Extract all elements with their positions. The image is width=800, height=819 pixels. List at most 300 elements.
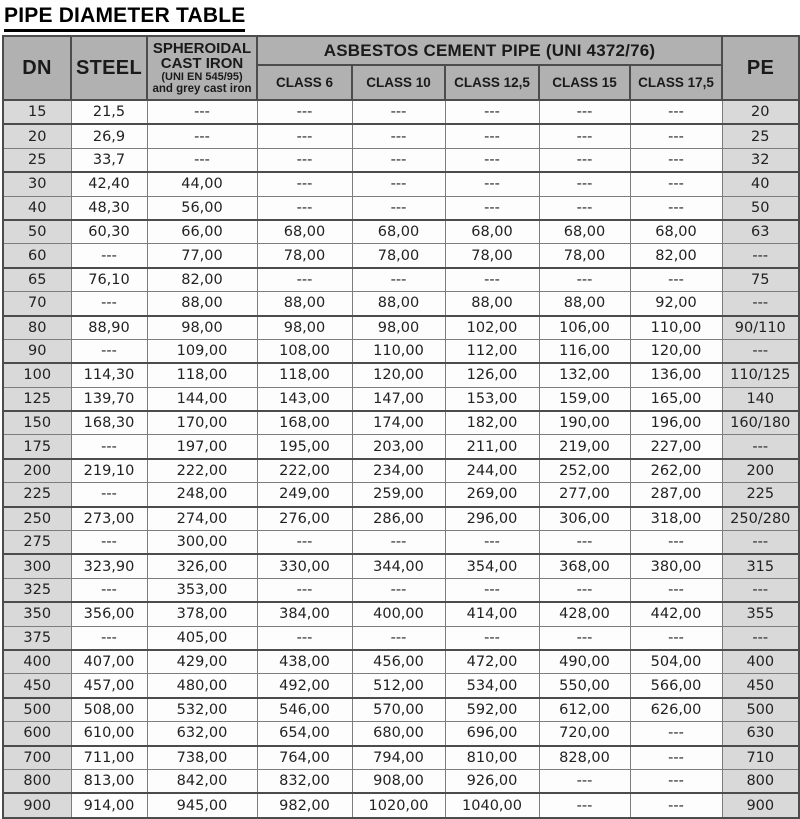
- cast-iron-note: and grey cast iron: [152, 82, 252, 95]
- value-cell: 378,00: [147, 602, 257, 626]
- value-cell: ---: [630, 722, 722, 746]
- pe-cell: 32: [722, 148, 799, 172]
- value-cell: 296,00: [445, 507, 539, 531]
- pe-cell: 225: [722, 483, 799, 507]
- value-cell: ---: [539, 793, 630, 817]
- table-row: [3, 196, 799, 220]
- table-body: [3, 100, 799, 818]
- column-header-class: CLASS 10: [352, 65, 445, 100]
- value-cell: 174,00: [352, 411, 445, 435]
- value-cell: 211,00: [445, 435, 539, 459]
- value-cell: ---: [445, 626, 539, 650]
- dn-cell: 400: [3, 650, 71, 674]
- dn-cell: 250: [3, 507, 71, 531]
- value-cell: 354,00: [445, 554, 539, 578]
- value-cell: 534,00: [445, 674, 539, 698]
- value-cell: 764,00: [257, 746, 352, 770]
- table-row: [3, 268, 799, 292]
- table-row: [3, 148, 799, 172]
- dn-cell: 40: [3, 196, 71, 220]
- column-group-asbestos-cement-pipe: ASBESTOS CEMENT PIPE (UNI 4372/76): [257, 36, 722, 65]
- value-cell: ---: [539, 172, 630, 196]
- value-cell: 78,00: [352, 244, 445, 268]
- value-cell: ---: [630, 746, 722, 770]
- value-cell: ---: [630, 124, 722, 148]
- value-cell: ---: [445, 124, 539, 148]
- value-cell: 44,00: [147, 172, 257, 196]
- value-cell: 330,00: [257, 554, 352, 578]
- value-cell: 88,00: [352, 292, 445, 316]
- value-cell: 112,00: [445, 339, 539, 363]
- dn-cell: 900: [3, 793, 71, 817]
- value-cell: 56,00: [147, 196, 257, 220]
- table-row: [3, 220, 799, 244]
- value-cell: ---: [539, 769, 630, 793]
- value-cell: 98,00: [147, 316, 257, 340]
- value-cell: 165,00: [630, 387, 722, 411]
- table-row: [3, 507, 799, 531]
- column-header-class: CLASS 15: [539, 65, 630, 100]
- table-row: [3, 387, 799, 411]
- pe-cell: 75: [722, 268, 799, 292]
- value-cell: 88,00: [257, 292, 352, 316]
- pe-cell: 250/280: [722, 507, 799, 531]
- value-cell: ---: [539, 148, 630, 172]
- value-cell: 60,30: [71, 220, 147, 244]
- value-cell: ---: [630, 769, 722, 793]
- column-header-steel: STEEL: [71, 36, 147, 100]
- value-cell: 219,00: [539, 435, 630, 459]
- value-cell: 654,00: [257, 722, 352, 746]
- pe-cell: 25: [722, 124, 799, 148]
- value-cell: 98,00: [257, 316, 352, 340]
- value-cell: 82,00: [147, 268, 257, 292]
- value-cell: 132,00: [539, 363, 630, 387]
- value-cell: 380,00: [630, 554, 722, 578]
- table-row: [3, 650, 799, 674]
- dn-cell: 30: [3, 172, 71, 196]
- value-cell: 248,00: [147, 483, 257, 507]
- value-cell: 78,00: [445, 244, 539, 268]
- cast-iron-standard: (UNI EN 545/95): [161, 71, 243, 84]
- column-header-class: CLASS 17,5: [630, 65, 722, 100]
- value-cell: ---: [539, 626, 630, 650]
- value-cell: ---: [71, 483, 147, 507]
- value-cell: 438,00: [257, 650, 352, 674]
- cast-iron-title: SPHEROIDAL CAST IRON: [152, 39, 252, 73]
- value-cell: 48,30: [71, 196, 147, 220]
- value-cell: ---: [257, 268, 352, 292]
- value-cell: 234,00: [352, 459, 445, 483]
- value-cell: 88,00: [539, 292, 630, 316]
- value-cell: 262,00: [630, 459, 722, 483]
- value-cell: 926,00: [445, 769, 539, 793]
- value-cell: 219,10: [71, 459, 147, 483]
- table-header: [3, 36, 799, 100]
- value-cell: ---: [539, 100, 630, 124]
- pe-cell: 140: [722, 387, 799, 411]
- table-row: [3, 698, 799, 722]
- dn-cell: 20: [3, 124, 71, 148]
- pe-cell: ---: [722, 578, 799, 602]
- value-cell: 490,00: [539, 650, 630, 674]
- value-cell: 114,30: [71, 363, 147, 387]
- value-cell: 982,00: [257, 793, 352, 817]
- value-cell: 68,00: [257, 220, 352, 244]
- value-cell: ---: [71, 339, 147, 363]
- pe-cell: 710: [722, 746, 799, 770]
- dn-cell: 175: [3, 435, 71, 459]
- pe-cell: 900: [722, 793, 799, 817]
- table-row: [3, 435, 799, 459]
- value-cell: 287,00: [630, 483, 722, 507]
- pe-cell: ---: [722, 292, 799, 316]
- pe-cell: 800: [722, 769, 799, 793]
- value-cell: ---: [147, 100, 257, 124]
- value-cell: 277,00: [539, 483, 630, 507]
- pe-cell: ---: [722, 244, 799, 268]
- value-cell: 794,00: [352, 746, 445, 770]
- value-cell: 480,00: [147, 674, 257, 698]
- pe-cell: 63: [722, 220, 799, 244]
- value-cell: 400,00: [352, 602, 445, 626]
- value-cell: 842,00: [147, 769, 257, 793]
- column-header-pe: PE: [722, 36, 799, 100]
- value-cell: 196,00: [630, 411, 722, 435]
- pe-cell: 450: [722, 674, 799, 698]
- dn-cell: 275: [3, 531, 71, 555]
- value-cell: 504,00: [630, 650, 722, 674]
- value-cell: 110,00: [352, 339, 445, 363]
- dn-cell: 225: [3, 483, 71, 507]
- value-cell: ---: [445, 196, 539, 220]
- pipe-diameter-table: [2, 35, 800, 819]
- pe-cell: ---: [722, 339, 799, 363]
- value-cell: 168,30: [71, 411, 147, 435]
- value-cell: ---: [630, 172, 722, 196]
- value-cell: 1040,00: [445, 793, 539, 817]
- value-cell: ---: [257, 124, 352, 148]
- value-cell: 592,00: [445, 698, 539, 722]
- table-row: [3, 316, 799, 340]
- value-cell: 110,00: [630, 316, 722, 340]
- value-cell: 195,00: [257, 435, 352, 459]
- value-cell: 259,00: [352, 483, 445, 507]
- table-row: [3, 793, 799, 817]
- value-cell: 550,00: [539, 674, 630, 698]
- value-cell: ---: [257, 531, 352, 555]
- value-cell: 159,00: [539, 387, 630, 411]
- value-cell: 222,00: [147, 459, 257, 483]
- column-header-class: CLASS 6: [257, 65, 352, 100]
- value-cell: ---: [257, 148, 352, 172]
- pe-cell: 630: [722, 722, 799, 746]
- value-cell: 249,00: [257, 483, 352, 507]
- value-cell: 153,00: [445, 387, 539, 411]
- value-cell: 492,00: [257, 674, 352, 698]
- value-cell: 353,00: [147, 578, 257, 602]
- value-cell: ---: [352, 626, 445, 650]
- table-row: [3, 769, 799, 793]
- value-cell: ---: [445, 148, 539, 172]
- value-cell: 472,00: [445, 650, 539, 674]
- value-cell: ---: [71, 292, 147, 316]
- value-cell: 88,00: [147, 292, 257, 316]
- dn-cell: 800: [3, 769, 71, 793]
- value-cell: 1020,00: [352, 793, 445, 817]
- value-cell: 197,00: [147, 435, 257, 459]
- dn-cell: 375: [3, 626, 71, 650]
- value-cell: 222,00: [257, 459, 352, 483]
- value-cell: ---: [630, 148, 722, 172]
- table-row: [3, 244, 799, 268]
- value-cell: ---: [257, 196, 352, 220]
- value-cell: 136,00: [630, 363, 722, 387]
- value-cell: ---: [445, 531, 539, 555]
- value-cell: 190,00: [539, 411, 630, 435]
- value-cell: ---: [352, 531, 445, 555]
- value-cell: 88,00: [445, 292, 539, 316]
- value-cell: 457,00: [71, 674, 147, 698]
- table-row: [3, 172, 799, 196]
- pe-cell: 160/180: [722, 411, 799, 435]
- value-cell: 143,00: [257, 387, 352, 411]
- value-cell: 306,00: [539, 507, 630, 531]
- value-cell: 170,00: [147, 411, 257, 435]
- value-cell: ---: [257, 626, 352, 650]
- dn-cell: 60: [3, 244, 71, 268]
- table-row: [3, 483, 799, 507]
- value-cell: ---: [539, 124, 630, 148]
- table-row: [3, 674, 799, 698]
- header-row-top: [3, 36, 799, 65]
- value-cell: ---: [630, 268, 722, 292]
- value-cell: 508,00: [71, 698, 147, 722]
- value-cell: ---: [257, 578, 352, 602]
- value-cell: ---: [539, 578, 630, 602]
- value-cell: 276,00: [257, 507, 352, 531]
- value-cell: ---: [352, 124, 445, 148]
- value-cell: 368,00: [539, 554, 630, 578]
- value-cell: 109,00: [147, 339, 257, 363]
- value-cell: 68,00: [630, 220, 722, 244]
- value-cell: 286,00: [352, 507, 445, 531]
- value-cell: ---: [539, 268, 630, 292]
- value-cell: 356,00: [71, 602, 147, 626]
- value-cell: 92,00: [630, 292, 722, 316]
- value-cell: ---: [257, 100, 352, 124]
- pe-cell: ---: [722, 531, 799, 555]
- value-cell: 88,90: [71, 316, 147, 340]
- value-cell: ---: [147, 148, 257, 172]
- table-row: [3, 578, 799, 602]
- value-cell: 77,00: [147, 244, 257, 268]
- value-cell: 405,00: [147, 626, 257, 650]
- value-cell: 546,00: [257, 698, 352, 722]
- table-row: [3, 531, 799, 555]
- table-row: [3, 602, 799, 626]
- value-cell: ---: [71, 578, 147, 602]
- value-cell: 407,00: [71, 650, 147, 674]
- value-cell: 126,00: [445, 363, 539, 387]
- pe-cell: 20: [722, 100, 799, 124]
- value-cell: 244,00: [445, 459, 539, 483]
- column-header-cast-iron: [147, 36, 257, 100]
- value-cell: 102,00: [445, 316, 539, 340]
- dn-cell: 300: [3, 554, 71, 578]
- value-cell: 108,00: [257, 339, 352, 363]
- pe-cell: 500: [722, 698, 799, 722]
- table-row: [3, 339, 799, 363]
- value-cell: 144,00: [147, 387, 257, 411]
- value-cell: ---: [352, 148, 445, 172]
- value-cell: 68,00: [352, 220, 445, 244]
- value-cell: 323,90: [71, 554, 147, 578]
- value-cell: 120,00: [630, 339, 722, 363]
- value-cell: 26,9: [71, 124, 147, 148]
- value-cell: 610,00: [71, 722, 147, 746]
- value-cell: 414,00: [445, 602, 539, 626]
- value-cell: 810,00: [445, 746, 539, 770]
- dn-cell: 450: [3, 674, 71, 698]
- value-cell: ---: [352, 172, 445, 196]
- value-cell: 696,00: [445, 722, 539, 746]
- value-cell: 914,00: [71, 793, 147, 817]
- dn-cell: 350: [3, 602, 71, 626]
- pe-cell: ---: [722, 435, 799, 459]
- value-cell: 269,00: [445, 483, 539, 507]
- value-cell: ---: [630, 793, 722, 817]
- value-cell: ---: [71, 626, 147, 650]
- value-cell: 300,00: [147, 531, 257, 555]
- value-cell: 118,00: [257, 363, 352, 387]
- dn-cell: 100: [3, 363, 71, 387]
- pe-cell: 40: [722, 172, 799, 196]
- dn-cell: 15: [3, 100, 71, 124]
- value-cell: ---: [630, 578, 722, 602]
- table-row: [3, 459, 799, 483]
- value-cell: 626,00: [630, 698, 722, 722]
- value-cell: 720,00: [539, 722, 630, 746]
- value-cell: 106,00: [539, 316, 630, 340]
- value-cell: 116,00: [539, 339, 630, 363]
- dn-cell: 600: [3, 722, 71, 746]
- value-cell: ---: [445, 268, 539, 292]
- value-cell: ---: [71, 244, 147, 268]
- pe-cell: 315: [722, 554, 799, 578]
- value-cell: ---: [445, 578, 539, 602]
- value-cell: 182,00: [445, 411, 539, 435]
- dn-cell: 70: [3, 292, 71, 316]
- dn-cell: 90: [3, 339, 71, 363]
- value-cell: ---: [71, 531, 147, 555]
- value-cell: 252,00: [539, 459, 630, 483]
- table-row: [3, 411, 799, 435]
- value-cell: ---: [630, 100, 722, 124]
- value-cell: 711,00: [71, 746, 147, 770]
- value-cell: ---: [352, 100, 445, 124]
- value-cell: 66,00: [147, 220, 257, 244]
- value-cell: 82,00: [630, 244, 722, 268]
- page-title: PIPE DIAMETER TABLE: [4, 4, 245, 32]
- value-cell: 76,10: [71, 268, 147, 292]
- table-row: [3, 722, 799, 746]
- value-cell: 168,00: [257, 411, 352, 435]
- pe-cell: 355: [722, 602, 799, 626]
- value-cell: ---: [352, 196, 445, 220]
- value-cell: 42,40: [71, 172, 147, 196]
- value-cell: 120,00: [352, 363, 445, 387]
- pe-cell: ---: [722, 626, 799, 650]
- value-cell: 274,00: [147, 507, 257, 531]
- value-cell: 344,00: [352, 554, 445, 578]
- value-cell: 203,00: [352, 435, 445, 459]
- pe-cell: 90/110: [722, 316, 799, 340]
- value-cell: ---: [257, 172, 352, 196]
- value-cell: 318,00: [630, 507, 722, 531]
- value-cell: 273,00: [71, 507, 147, 531]
- table-row: [3, 100, 799, 124]
- value-cell: 227,00: [630, 435, 722, 459]
- value-cell: 429,00: [147, 650, 257, 674]
- value-cell: 68,00: [445, 220, 539, 244]
- value-cell: ---: [630, 196, 722, 220]
- value-cell: 828,00: [539, 746, 630, 770]
- value-cell: ---: [352, 268, 445, 292]
- value-cell: 98,00: [352, 316, 445, 340]
- dn-cell: 50: [3, 220, 71, 244]
- table-row: [3, 626, 799, 650]
- column-header-dn: DN: [3, 36, 71, 100]
- value-cell: 612,00: [539, 698, 630, 722]
- value-cell: 326,00: [147, 554, 257, 578]
- value-cell: 118,00: [147, 363, 257, 387]
- dn-cell: 65: [3, 268, 71, 292]
- dn-cell: 150: [3, 411, 71, 435]
- pe-cell: 200: [722, 459, 799, 483]
- dn-cell: 125: [3, 387, 71, 411]
- value-cell: 945,00: [147, 793, 257, 817]
- value-cell: 738,00: [147, 746, 257, 770]
- dn-cell: 80: [3, 316, 71, 340]
- value-cell: ---: [630, 531, 722, 555]
- pe-cell: 400: [722, 650, 799, 674]
- dn-cell: 700: [3, 746, 71, 770]
- value-cell: ---: [352, 578, 445, 602]
- value-cell: 68,00: [539, 220, 630, 244]
- value-cell: 442,00: [630, 602, 722, 626]
- pe-cell: 110/125: [722, 363, 799, 387]
- pe-cell: 50: [722, 196, 799, 220]
- value-cell: 139,70: [71, 387, 147, 411]
- value-cell: ---: [445, 172, 539, 196]
- value-cell: ---: [539, 531, 630, 555]
- value-cell: 570,00: [352, 698, 445, 722]
- table-row: [3, 746, 799, 770]
- value-cell: 384,00: [257, 602, 352, 626]
- value-cell: 908,00: [352, 769, 445, 793]
- value-cell: 532,00: [147, 698, 257, 722]
- value-cell: 680,00: [352, 722, 445, 746]
- value-cell: 428,00: [539, 602, 630, 626]
- dn-cell: 200: [3, 459, 71, 483]
- value-cell: 78,00: [539, 244, 630, 268]
- table-row: [3, 554, 799, 578]
- table-row: [3, 292, 799, 316]
- value-cell: ---: [71, 435, 147, 459]
- value-cell: 813,00: [71, 769, 147, 793]
- value-cell: 456,00: [352, 650, 445, 674]
